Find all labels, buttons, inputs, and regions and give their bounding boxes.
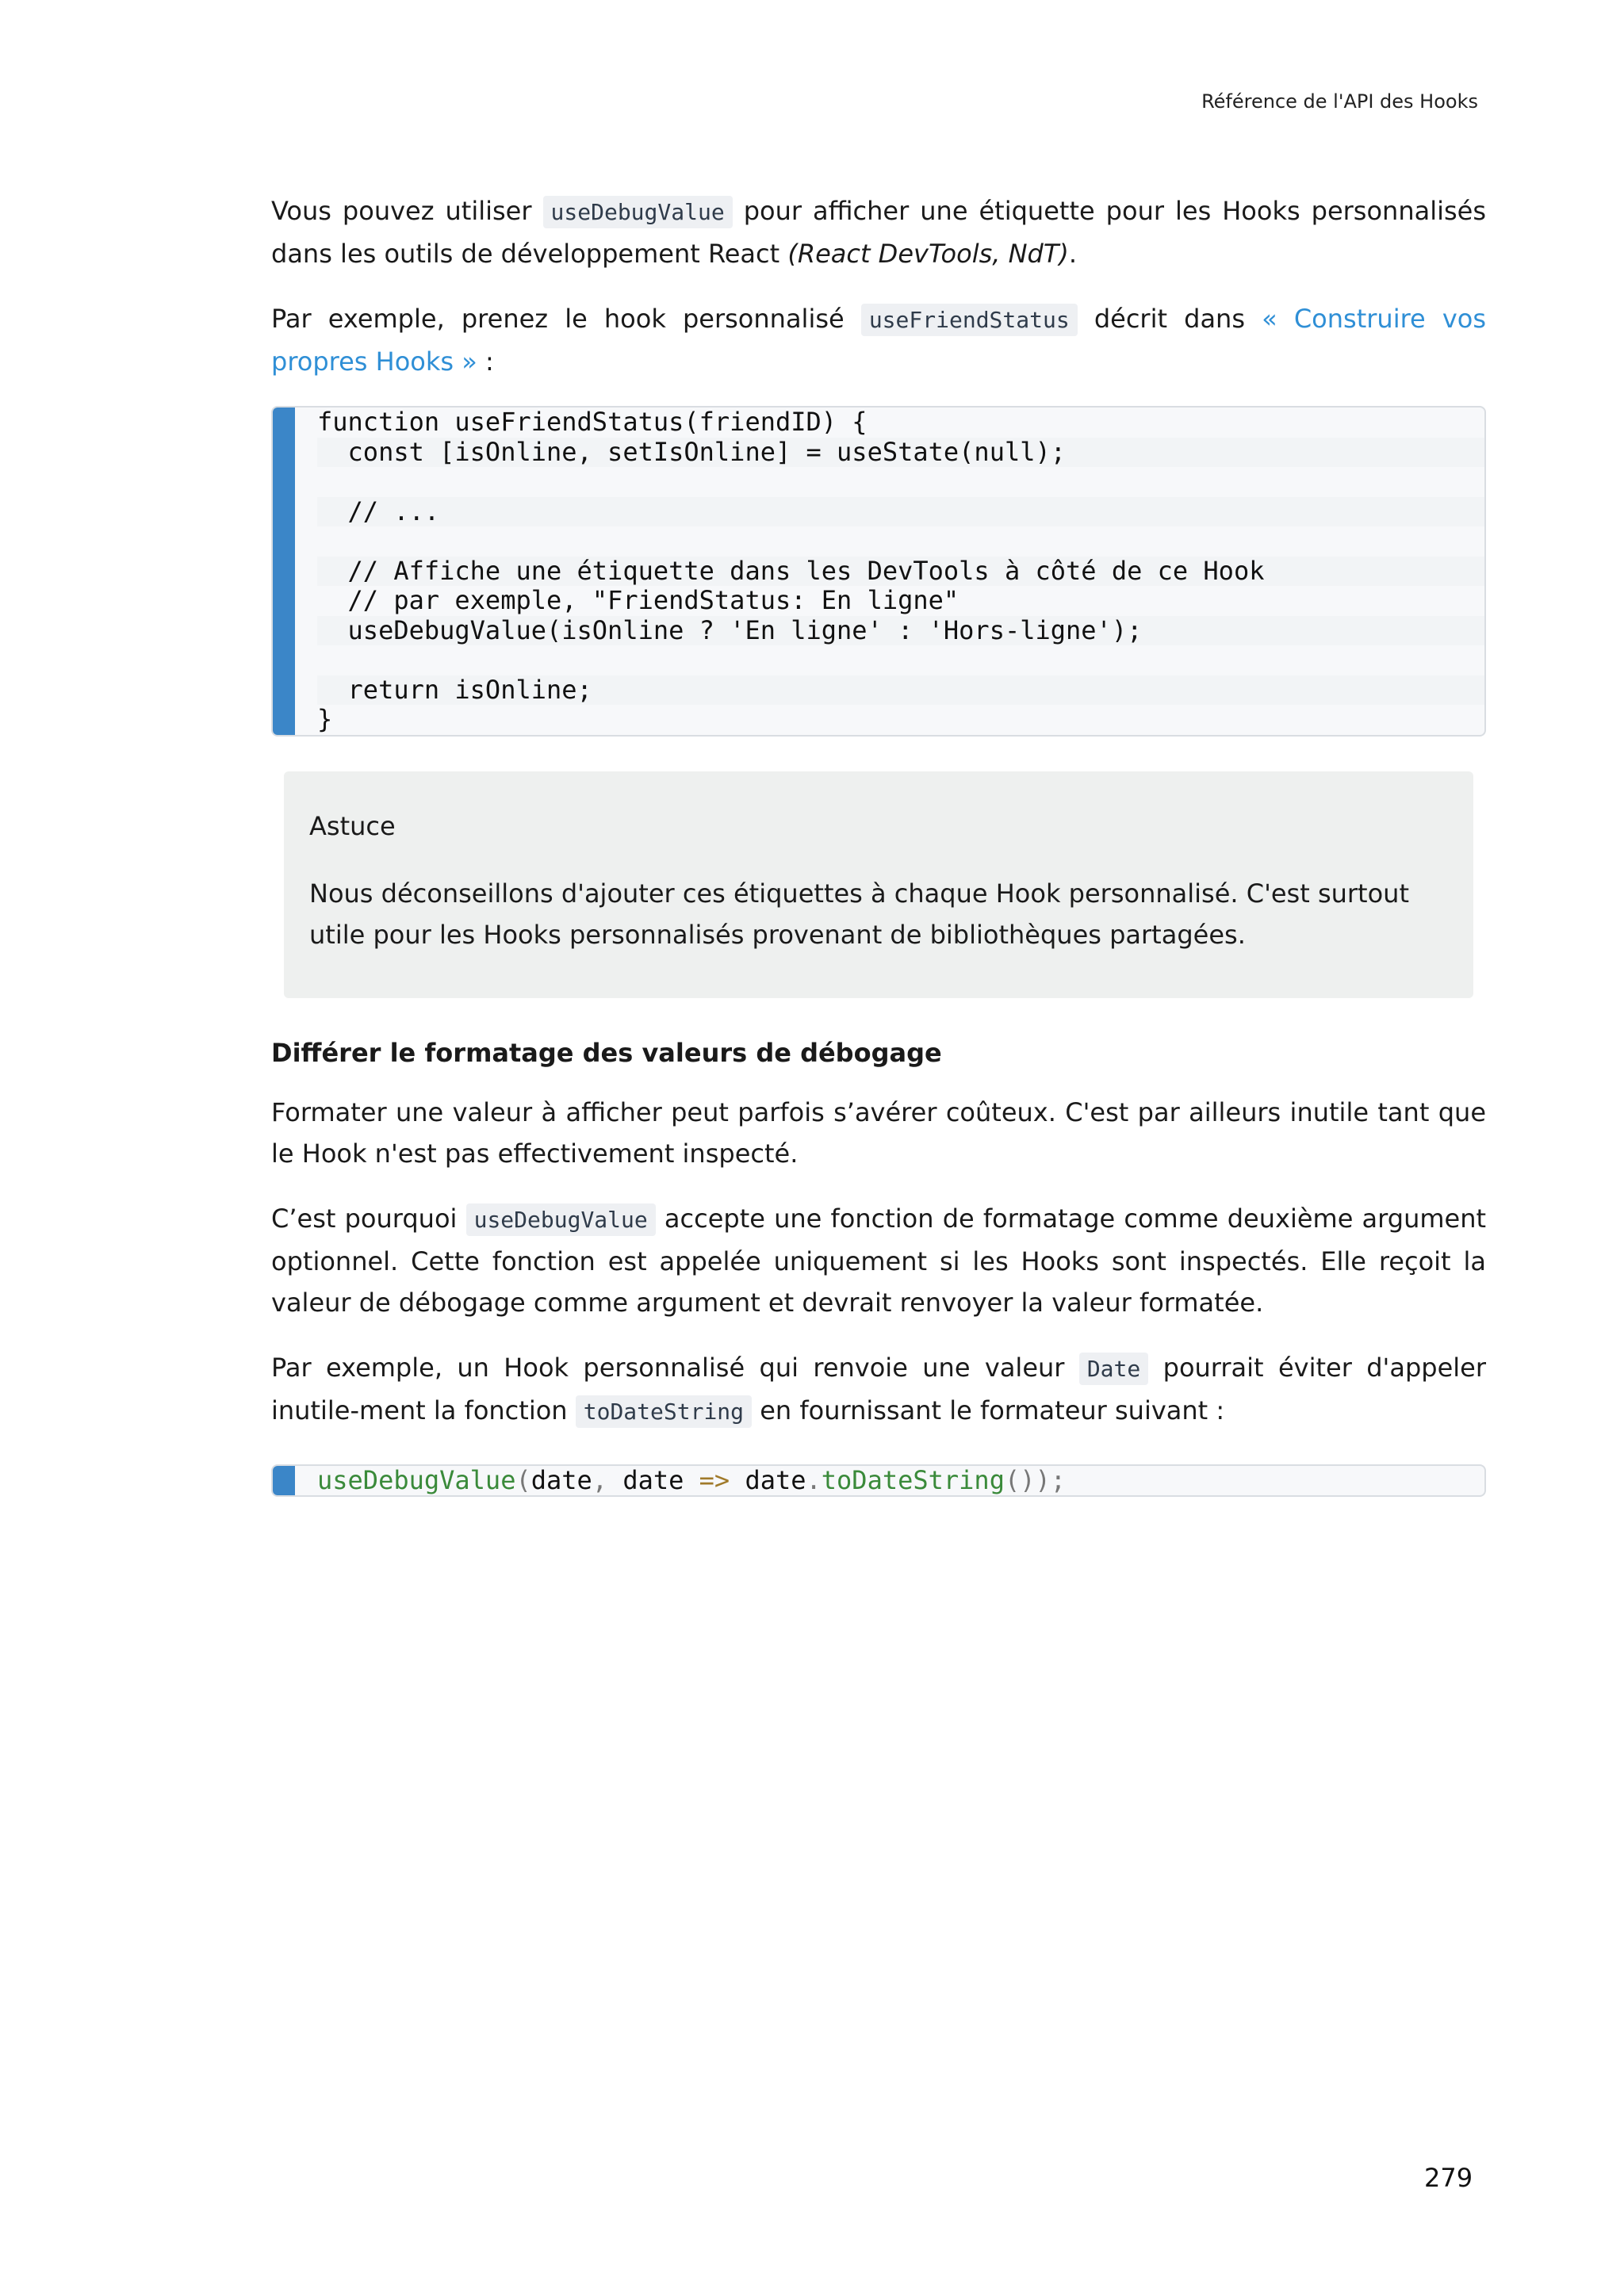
code-token: date [530, 1464, 592, 1495]
code-token: ( [515, 1464, 531, 1495]
text: Par exemple, un Hook personnalisé qui renvoie une valeur [271, 1352, 1065, 1383]
code-token: date [730, 1464, 806, 1495]
construire-hooks-link[interactable]: « Construire vos propres Hooks » [271, 304, 1487, 377]
code-token: , [592, 1464, 623, 1495]
code-listing [273, 408, 1484, 735]
code-listing [273, 1466, 1484, 1496]
text: pourrait éviter d'appeler inutile-ment la fonction [271, 1352, 1487, 1425]
section-paragraph-1: Formater une valeur à afficher peut parfois s’avérer coûteux. C'est par ailleurs inutile tant que le Hook n'est pas effectivement inspecté. [271, 1096, 1486, 1169]
text: décrit dans [1094, 304, 1246, 334]
code-line: useDebugValue(isOnline ? 'En ligne' : 'Hors-ligne'); [317, 616, 1484, 646]
page-content [271, 190, 1486, 1497]
inline-code: toDateString [576, 1395, 752, 1428]
code-line: // par exemple, "FriendStatus: En ligne" [317, 585, 959, 615]
code-block-use-debug-value [271, 1464, 1486, 1498]
section-paragraph-3 [271, 1347, 1486, 1433]
section-paragraph-2 [271, 1198, 1486, 1323]
code-block-accent-bar [273, 1466, 295, 1496]
code-token: toDateString [821, 1464, 1005, 1495]
inline-code: Date [1079, 1353, 1148, 1385]
code-line [317, 1466, 1484, 1496]
inline-code: useDebugValue [543, 196, 733, 228]
code-token: . [806, 1464, 822, 1495]
code-line: } [317, 704, 333, 734]
code-line: const [isOnline, setIsOnline] = useState(null); [317, 438, 1484, 468]
section-heading: Différer le formatage des valeurs de débogage [271, 1037, 942, 1068]
running-header: Référence de l'API des Hooks [1201, 90, 1478, 113]
text: Par exemple, prenez le hook personnalisé [271, 304, 845, 334]
intro-paragraph-1 [271, 190, 1486, 274]
code-line: function useFriendStatus(friendID) { [317, 407, 868, 437]
text: . [1068, 239, 1078, 269]
text: : [477, 346, 494, 377]
text: Vous pouvez utiliser [271, 196, 532, 226]
code-line: return isOnline; [317, 675, 1484, 706]
tip-text: Nous déconseillons d'ajouter ces étiquettes à chaque Hook personnalisé. C'est surtout utile pour les Hooks personnalisés provenant de bibliothèques partagées. [309, 878, 1409, 950]
emphasis: (React DevTools, NdT) [787, 239, 1069, 269]
code-block-accent-bar [273, 408, 295, 735]
code-line: // ... [317, 497, 1484, 527]
code-line: // Affiche une étiquette dans les DevTools à côté de ce Hook [317, 557, 1484, 587]
tip-title: Astuce [309, 810, 396, 841]
page-number: 279 [1424, 2163, 1473, 2193]
text: en fournissant le formateur suivant : [760, 1395, 1225, 1425]
code-line [317, 645, 1484, 675]
code-token: useDebugValue [317, 1464, 516, 1495]
code-token: ()); [1004, 1464, 1067, 1495]
text: accepte une fonction de formatage comme deuxième argument optionnel. Cette fonction est appelée uniquement si les Hooks sont inspectés. Elle reçoit la valeur de débogage comme argument et devrait renvoyer la valeur formatée. [271, 1203, 1487, 1318]
text: pour afficher une étiquette pour les Hooks personnalisés dans les outils de développement React [271, 196, 1487, 269]
code-block-use-friend-status [271, 406, 1486, 737]
inline-code: useFriendStatus [861, 304, 1078, 336]
intro-paragraph-2 [271, 298, 1486, 382]
code-token: date [622, 1464, 699, 1495]
code-line [317, 526, 1484, 557]
inline-code: useDebugValue [466, 1203, 656, 1236]
code-token: => [699, 1464, 730, 1495]
code-line [317, 467, 1484, 497]
text: C’est pourquoi [271, 1203, 458, 1234]
tip-box [284, 771, 1473, 998]
